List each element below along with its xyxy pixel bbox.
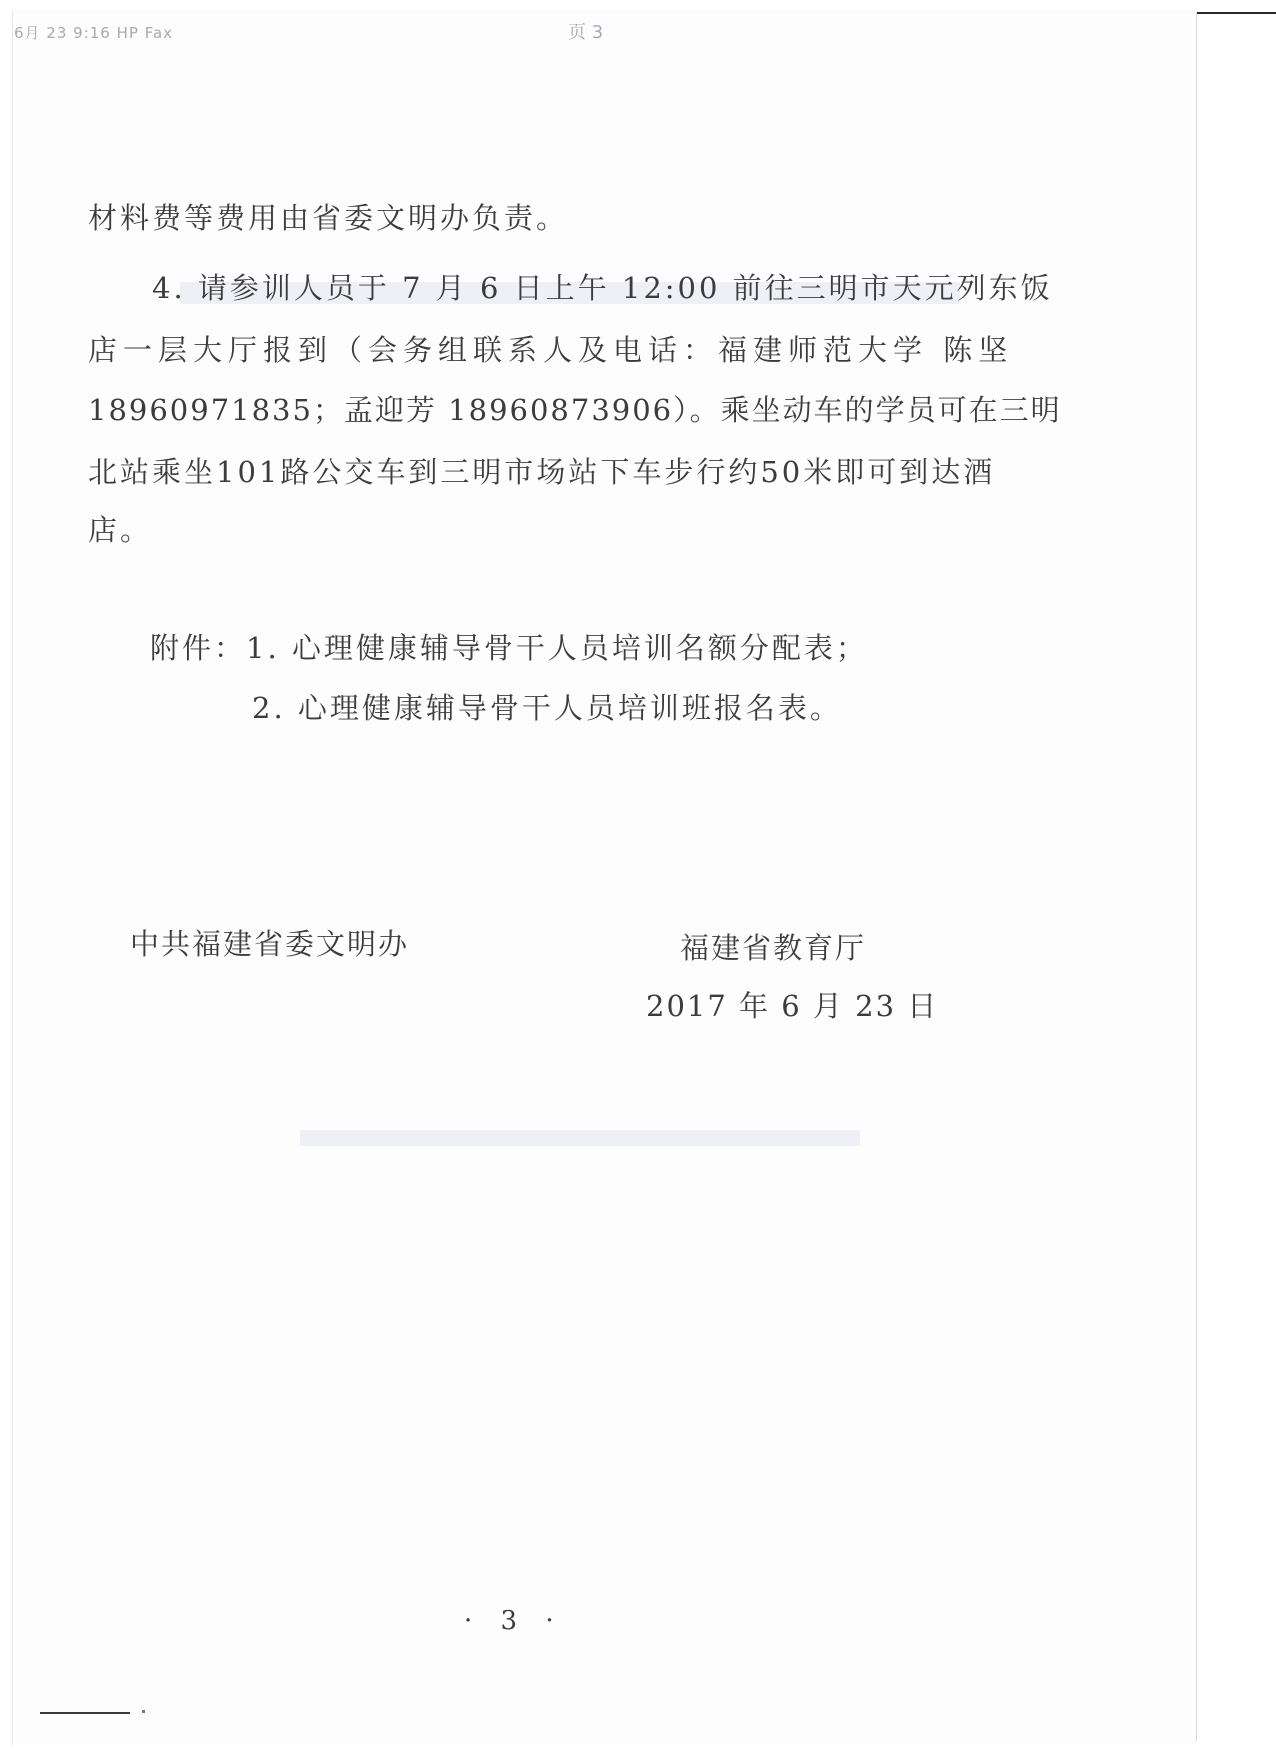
page-number: · 3 · (464, 1606, 564, 1636)
attachment-item-1: 附件：1. 心理健康辅导骨干人员培训名额分配表； (150, 631, 868, 665)
signature-org-right: 福建省教育厅 (680, 931, 867, 965)
fax-header-page: 页 3 (568, 22, 604, 43)
scan-edge-top-mark (1196, 12, 1276, 14)
item-4-line-5: 店。 (88, 513, 153, 547)
item-4-line-3: 18960971835；孟迎芳 18960873906）。乘坐动车的学员可在三明 (88, 393, 1062, 427)
show-through-smudge (300, 1130, 860, 1146)
item-4-line-2: 店一层大厅报到（会务组联系人及电话：福建师范大学 陈坚 (88, 333, 1014, 367)
paragraph-continuation: 材料费等费用由省委文明办负责。 (88, 201, 569, 235)
scan-edge-right-line (1196, 12, 1197, 1742)
attachment-item-2: 2. 心理健康辅导骨干人员培训班报名表。 (252, 691, 842, 725)
item-4-line-4: 北站乘坐101路公交车到三明市场站下车步行约50米即可到达酒 (88, 455, 996, 489)
fax-header-info: 6月 23 9:16 HP Fax (14, 24, 174, 42)
footer-scan-mark (40, 1712, 130, 1714)
signature-date: 2017 年 6 月 23 日 (646, 989, 939, 1023)
footer-scan-dot (142, 1710, 145, 1713)
item-4-line-1: 4. 请参训人员于 7 月 6 日上午 12:00 前往三明市天元列东饭 (152, 271, 1053, 305)
signature-org-left: 中共福建省委文明办 (130, 927, 410, 961)
